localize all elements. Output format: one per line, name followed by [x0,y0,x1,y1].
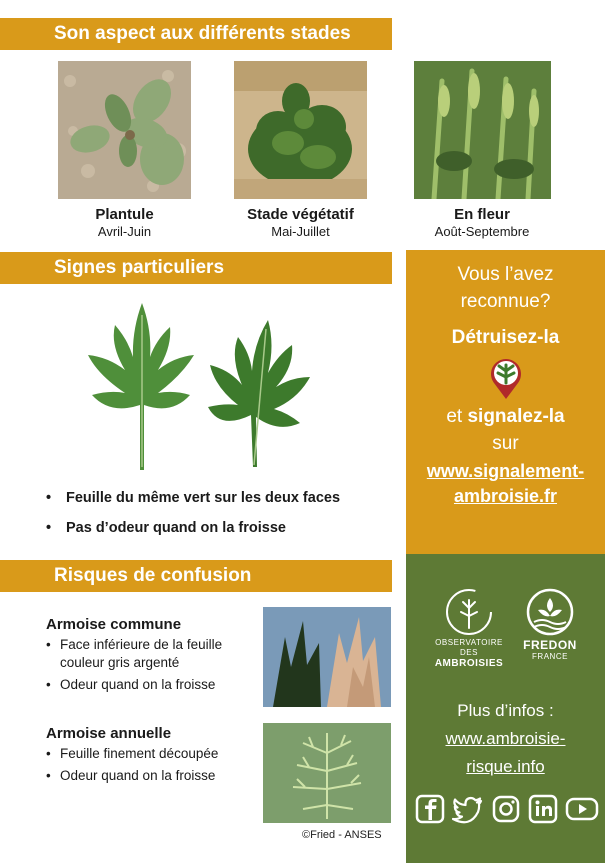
section-title-risques: Risques de confusion [0,560,392,592]
confusion-armoise-commune [46,615,261,698]
question-text [406,261,605,315]
logo-caption: DES [460,648,478,657]
facebook-icon[interactable] [415,794,445,829]
confusion-armoise-annuelle [46,724,261,789]
logo-caption: FRANCE [532,652,568,661]
question-line: reconnue? [460,291,551,312]
report-line: sur [492,433,519,454]
info-link[interactable]: risque.info [466,757,545,776]
armoise-annuelle-photo [263,723,391,823]
section-title-stades: Son aspect aux différents stades [0,18,392,50]
report-bold: signalez-la [467,406,565,427]
photo-credit: ©Fried - ANSES [302,829,382,841]
stage-period: Avril-Juin [97,224,152,239]
signes-list [46,489,406,549]
more-info [406,697,605,781]
linkedin-icon[interactable] [528,794,558,829]
logo-caption: FREDON [523,638,577,652]
stage-name: Stade végétatif [247,206,354,223]
observatoire-logo [428,588,510,669]
stage-name: Plantule [95,206,154,223]
info-label: Plus d’infos : [457,701,554,720]
list-item: • Odeur quand on la froisse [46,676,261,694]
link-line[interactable]: www.signalement- [426,461,585,481]
stage-period: Août-Septembre [434,224,530,239]
stage-en-fleur [412,61,552,240]
destroy-text: Détruisez-la [451,327,560,348]
list-item: • Face inférieure de la feuille couleur gris argenté [46,636,261,672]
stage-period: Mai-Juillet [271,224,330,239]
plantule-photo [58,61,191,199]
section-title-signes: Signes particuliers [0,252,392,284]
question-line: Vous l’avez [457,264,554,285]
list-item: • Feuille finement découpée [46,745,261,763]
list-item: • Pas d’odeur quand on la froisse [46,519,406,537]
confusion-title: Armoise annuelle [46,725,172,742]
armoise-commune-photo [263,607,391,707]
list-item: • Odeur quand on la froisse [46,767,261,785]
report-text [406,403,605,457]
stage-name: En fleur [454,206,510,223]
social-icons [415,794,599,829]
vegetatif-photo [234,61,367,199]
list-item: • Feuille du même vert sur les deux faces [46,489,406,507]
confusion-title: Armoise commune [46,616,182,633]
stage-vegetatif [228,61,373,240]
stage-plantule [58,61,191,240]
signalement-link[interactable] [406,459,605,509]
en-fleur-photo [414,61,551,199]
logo-caption: OBSERVATOIRE [435,638,503,647]
youtube-icon[interactable] [565,794,599,829]
action-panel [406,250,605,554]
link-line[interactable]: ambroisie.fr [453,486,558,506]
info-link[interactable]: www.ambroisie- [445,729,566,748]
instagram-icon[interactable] [491,794,521,829]
fredon-logo [518,588,582,662]
logo-caption: AMBROISIES [434,658,504,669]
twitter-icon[interactable] [452,794,484,829]
map-pin-icon [406,353,605,401]
partners-panel [406,554,605,863]
leaves-illustration [70,295,330,485]
report-prefix: et [446,406,468,427]
